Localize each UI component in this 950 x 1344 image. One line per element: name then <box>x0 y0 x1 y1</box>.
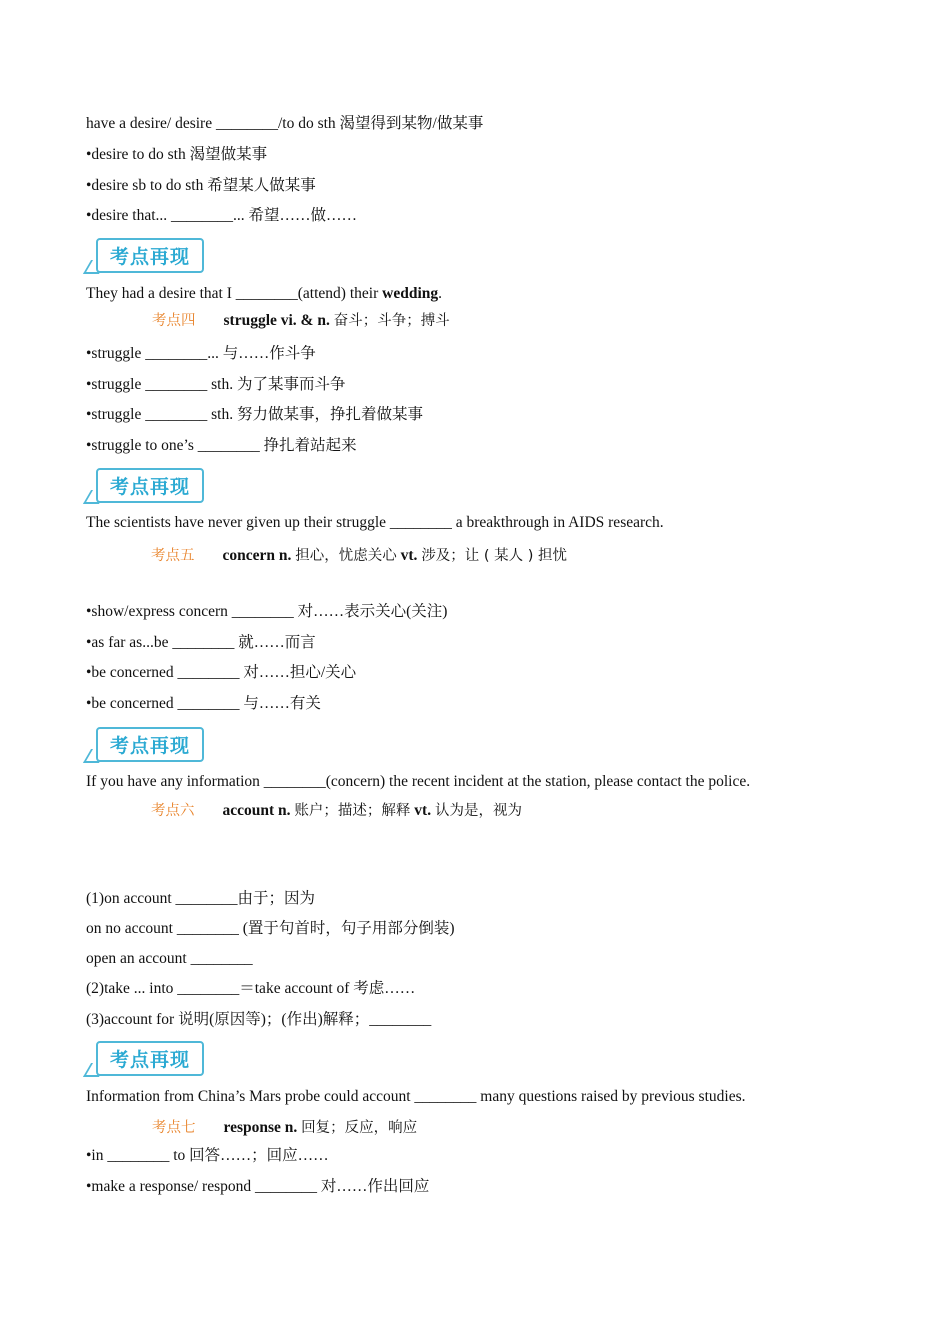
headword: concern n. <box>222 547 292 564</box>
concern-line-3: •be concerned ________ 对……担心/关心 <box>86 664 357 681</box>
badge-text: 考点再现 <box>109 735 190 757</box>
headword: response n. <box>223 1119 298 1136</box>
headword: account n. <box>222 802 291 819</box>
account-line-2: on no account ________ (置于句首时，句子用部分倒装) <box>86 920 455 937</box>
review-badge <box>86 236 206 276</box>
badge-text: 考点再现 <box>109 1049 190 1071</box>
headword-pos: vt. <box>414 802 432 819</box>
desire-exercise-end: . <box>438 285 442 302</box>
definition: 账户；描述；解释 <box>294 803 411 819</box>
section-heading-6 <box>151 801 522 821</box>
definition: 奋斗；斗争；搏斗 <box>333 313 450 329</box>
desire-line-2: •desire to do sth 渴望做某事 <box>86 146 268 163</box>
desire-line-4: •desire that... ________... 希望……做…… <box>86 207 358 224</box>
desire-exercise-text: They had a desire that I ________(attend) their <box>86 285 383 302</box>
definition: 回复；反应，响应 <box>301 1120 418 1136</box>
desire-line-1: have a desire/ desire ________/to do sth 渴望得到某物/做某事 <box>86 115 484 132</box>
desire-exercise <box>86 284 442 304</box>
definition-2: 认为是，视为 <box>434 803 522 819</box>
struggle-exercise: The scientists have never given up their struggle ________ a breakthrough in AIDS research. <box>86 514 664 531</box>
concern-line-2: •as far as...be ________ 就……而言 <box>86 634 316 651</box>
section-label: 考点四 <box>152 313 196 329</box>
concern-exercise: If you have any information ________(concern) the recent incident at the station, please contact the police. <box>86 773 751 790</box>
section-heading-7 <box>152 1118 417 1138</box>
headword-pos: vt. <box>400 547 418 564</box>
account-line-5: (3)account for 说明(原因等)；(作出)解释；________ <box>86 1011 432 1028</box>
account-line-4: (2)take ... into ________＝take account of 考虑…… <box>86 980 416 997</box>
review-badge <box>86 725 206 765</box>
struggle-line-3: •struggle ________ sth. 努力做某事，挣扎着做某事 <box>86 406 423 423</box>
desire-line-3: •desire sb to do sth 希望某人做某事 <box>86 177 316 194</box>
section-heading-4 <box>152 311 450 331</box>
badge-text: 考点再现 <box>109 246 190 268</box>
account-line-1: (1)on account ________由于；因为 <box>86 890 316 907</box>
section-label: 考点六 <box>151 803 195 819</box>
account-line-3: open an account ________ <box>86 950 253 967</box>
review-badge <box>86 1039 206 1079</box>
headword: struggle vi. & n. <box>223 312 330 329</box>
badge-box <box>96 1041 204 1076</box>
struggle-line-2: •struggle ________ sth. 为了某事而斗争 <box>86 376 346 393</box>
badge-box <box>96 468 204 503</box>
desire-exercise-bold: wedding <box>382 285 439 302</box>
badge-box <box>96 238 204 273</box>
concern-line-4: •be concerned ________ 与……有关 <box>86 695 321 712</box>
badge-text: 考点再现 <box>109 476 190 498</box>
definition: 担心，忧虑关心 <box>295 548 397 564</box>
section-label: 考点七 <box>152 1120 196 1136</box>
review-badge <box>86 466 206 506</box>
concern-line-1: •show/express concern ________ 对……表示关心(关注) <box>86 603 448 620</box>
account-exercise: Information from China’s Mars probe could account ________ many questions raised by previous studies. <box>86 1088 746 1105</box>
badge-box <box>96 727 204 762</box>
response-line-2: •make a response/ respond ________ 对……作出回应 <box>86 1178 430 1195</box>
struggle-line-4: •struggle to one’s ________ 挣扎着站起来 <box>86 437 357 454</box>
definition-2: 涉及；让 ( 某人 ) 担忧 <box>421 548 568 564</box>
response-line-1: •in ________ to 回答……；回应…… <box>86 1147 329 1164</box>
section-heading-5 <box>151 546 567 566</box>
struggle-line-1: •struggle ________... 与……作斗争 <box>86 345 316 362</box>
section-label: 考点五 <box>151 548 195 564</box>
